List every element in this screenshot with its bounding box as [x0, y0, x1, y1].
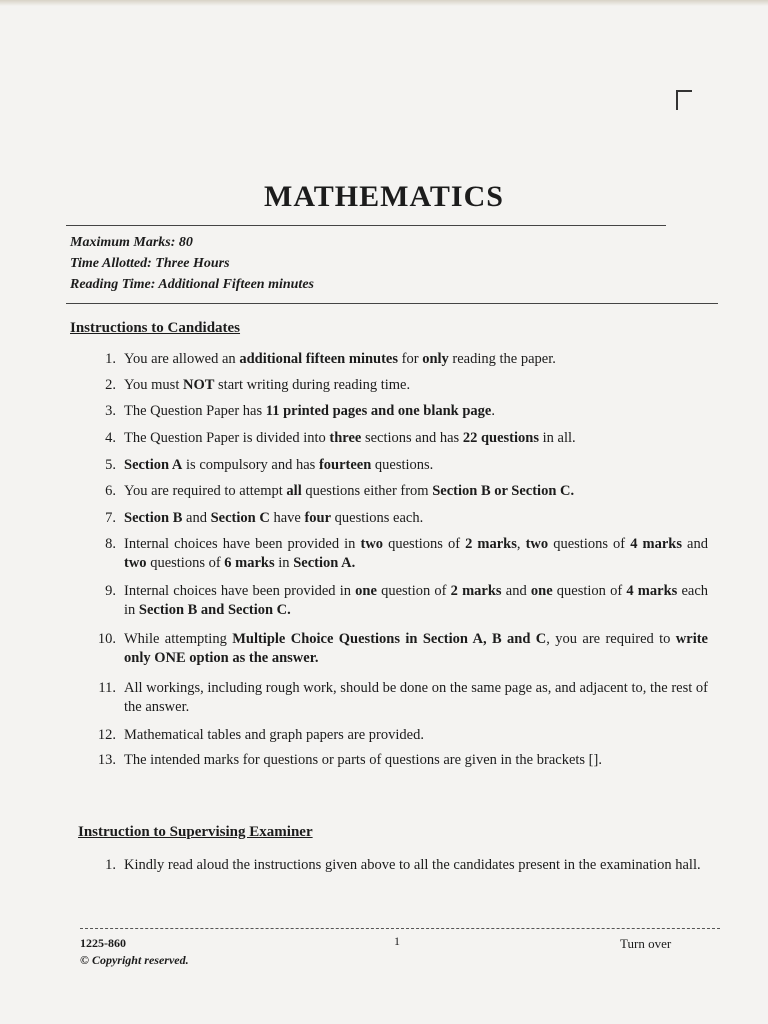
item-text: You must NOT start writing during reading time.	[124, 377, 411, 393]
item-number: 5.	[105, 457, 116, 473]
candidates-heading: Instructions to Candidates	[70, 320, 241, 336]
item-text: The intended marks for questions or parts of questions are given in the brackets [].	[124, 752, 602, 768]
examiner-heading: Instruction to Supervising Examiner	[78, 824, 313, 840]
corner-mark	[676, 90, 692, 110]
examiner-instructions-list	[88, 856, 710, 904]
item-number: 2.	[105, 377, 116, 393]
paper-edge	[0, 0, 768, 6]
time-allotted: Time Allotted: Three Hours	[70, 256, 230, 271]
item-text: Kindly read aloud the instructions given above to all the candidates present in the examination hall.	[124, 857, 701, 873]
max-marks: Maximum Marks: 80	[70, 235, 193, 250]
item-number: 7.	[105, 510, 116, 526]
turn-over-note: Turn over	[620, 936, 672, 951]
item-number: 3.	[105, 403, 116, 419]
item-number: 10.	[97, 631, 116, 647]
paper-code: 1225-860	[80, 936, 126, 950]
item-text: Section B and Section C have four questions each.	[124, 510, 424, 526]
item-number: 4.	[105, 430, 116, 446]
candidate-instructions-list	[88, 350, 710, 810]
item-text: The Question Paper has 11 printed pages and one blank page.	[124, 403, 495, 419]
item-text: Mathematical tables and graph papers are provided.	[124, 727, 424, 743]
page-number: 1	[394, 934, 400, 948]
item-text: Internal choices have been provided in one question of 2 marks and one question of 4 marks each in Section B and Section C.	[124, 583, 709, 618]
copyright-note: © Copyright reserved.	[80, 953, 189, 967]
item-text: The Question Paper is divided into three sections and has 22 questions in all.	[124, 430, 576, 446]
item-number: 8.	[105, 536, 116, 552]
item-number: 6.	[105, 483, 116, 499]
item-number: 12.	[97, 727, 116, 743]
item-text: All workings, including rough work, should be done on the same page as, and adjacent to, the rest of the answer.	[124, 680, 708, 715]
item-number: 1.	[105, 857, 116, 873]
page-title: MATHEMATICS	[264, 180, 504, 213]
item-text: Internal choices have been provided in two questions of 2 marks, two questions of 4 marks and two questions of 6 marks in Section A.	[124, 536, 708, 571]
item-text: While attempting Multiple Choice Questions in Section A, B and C, you are required to write only ONE option as the answer.	[124, 631, 708, 666]
item-text: You are allowed an additional fifteen minutes for only reading the paper.	[124, 351, 556, 367]
meta-divider	[66, 303, 718, 304]
item-number: 1.	[105, 351, 116, 367]
item-number: 11.	[98, 680, 116, 696]
footer-divider	[80, 928, 720, 929]
reading-time: Reading Time: Additional Fifteen minutes	[70, 277, 314, 292]
item-text: You are required to attempt all questions either from Section B or Section C.	[124, 483, 575, 499]
item-number: 13.	[97, 752, 116, 768]
exam-meta	[70, 232, 314, 295]
item-text: Section A is compulsory and has fourteen questions.	[124, 457, 434, 473]
item-number: 9.	[105, 583, 116, 599]
title-divider	[66, 225, 666, 226]
